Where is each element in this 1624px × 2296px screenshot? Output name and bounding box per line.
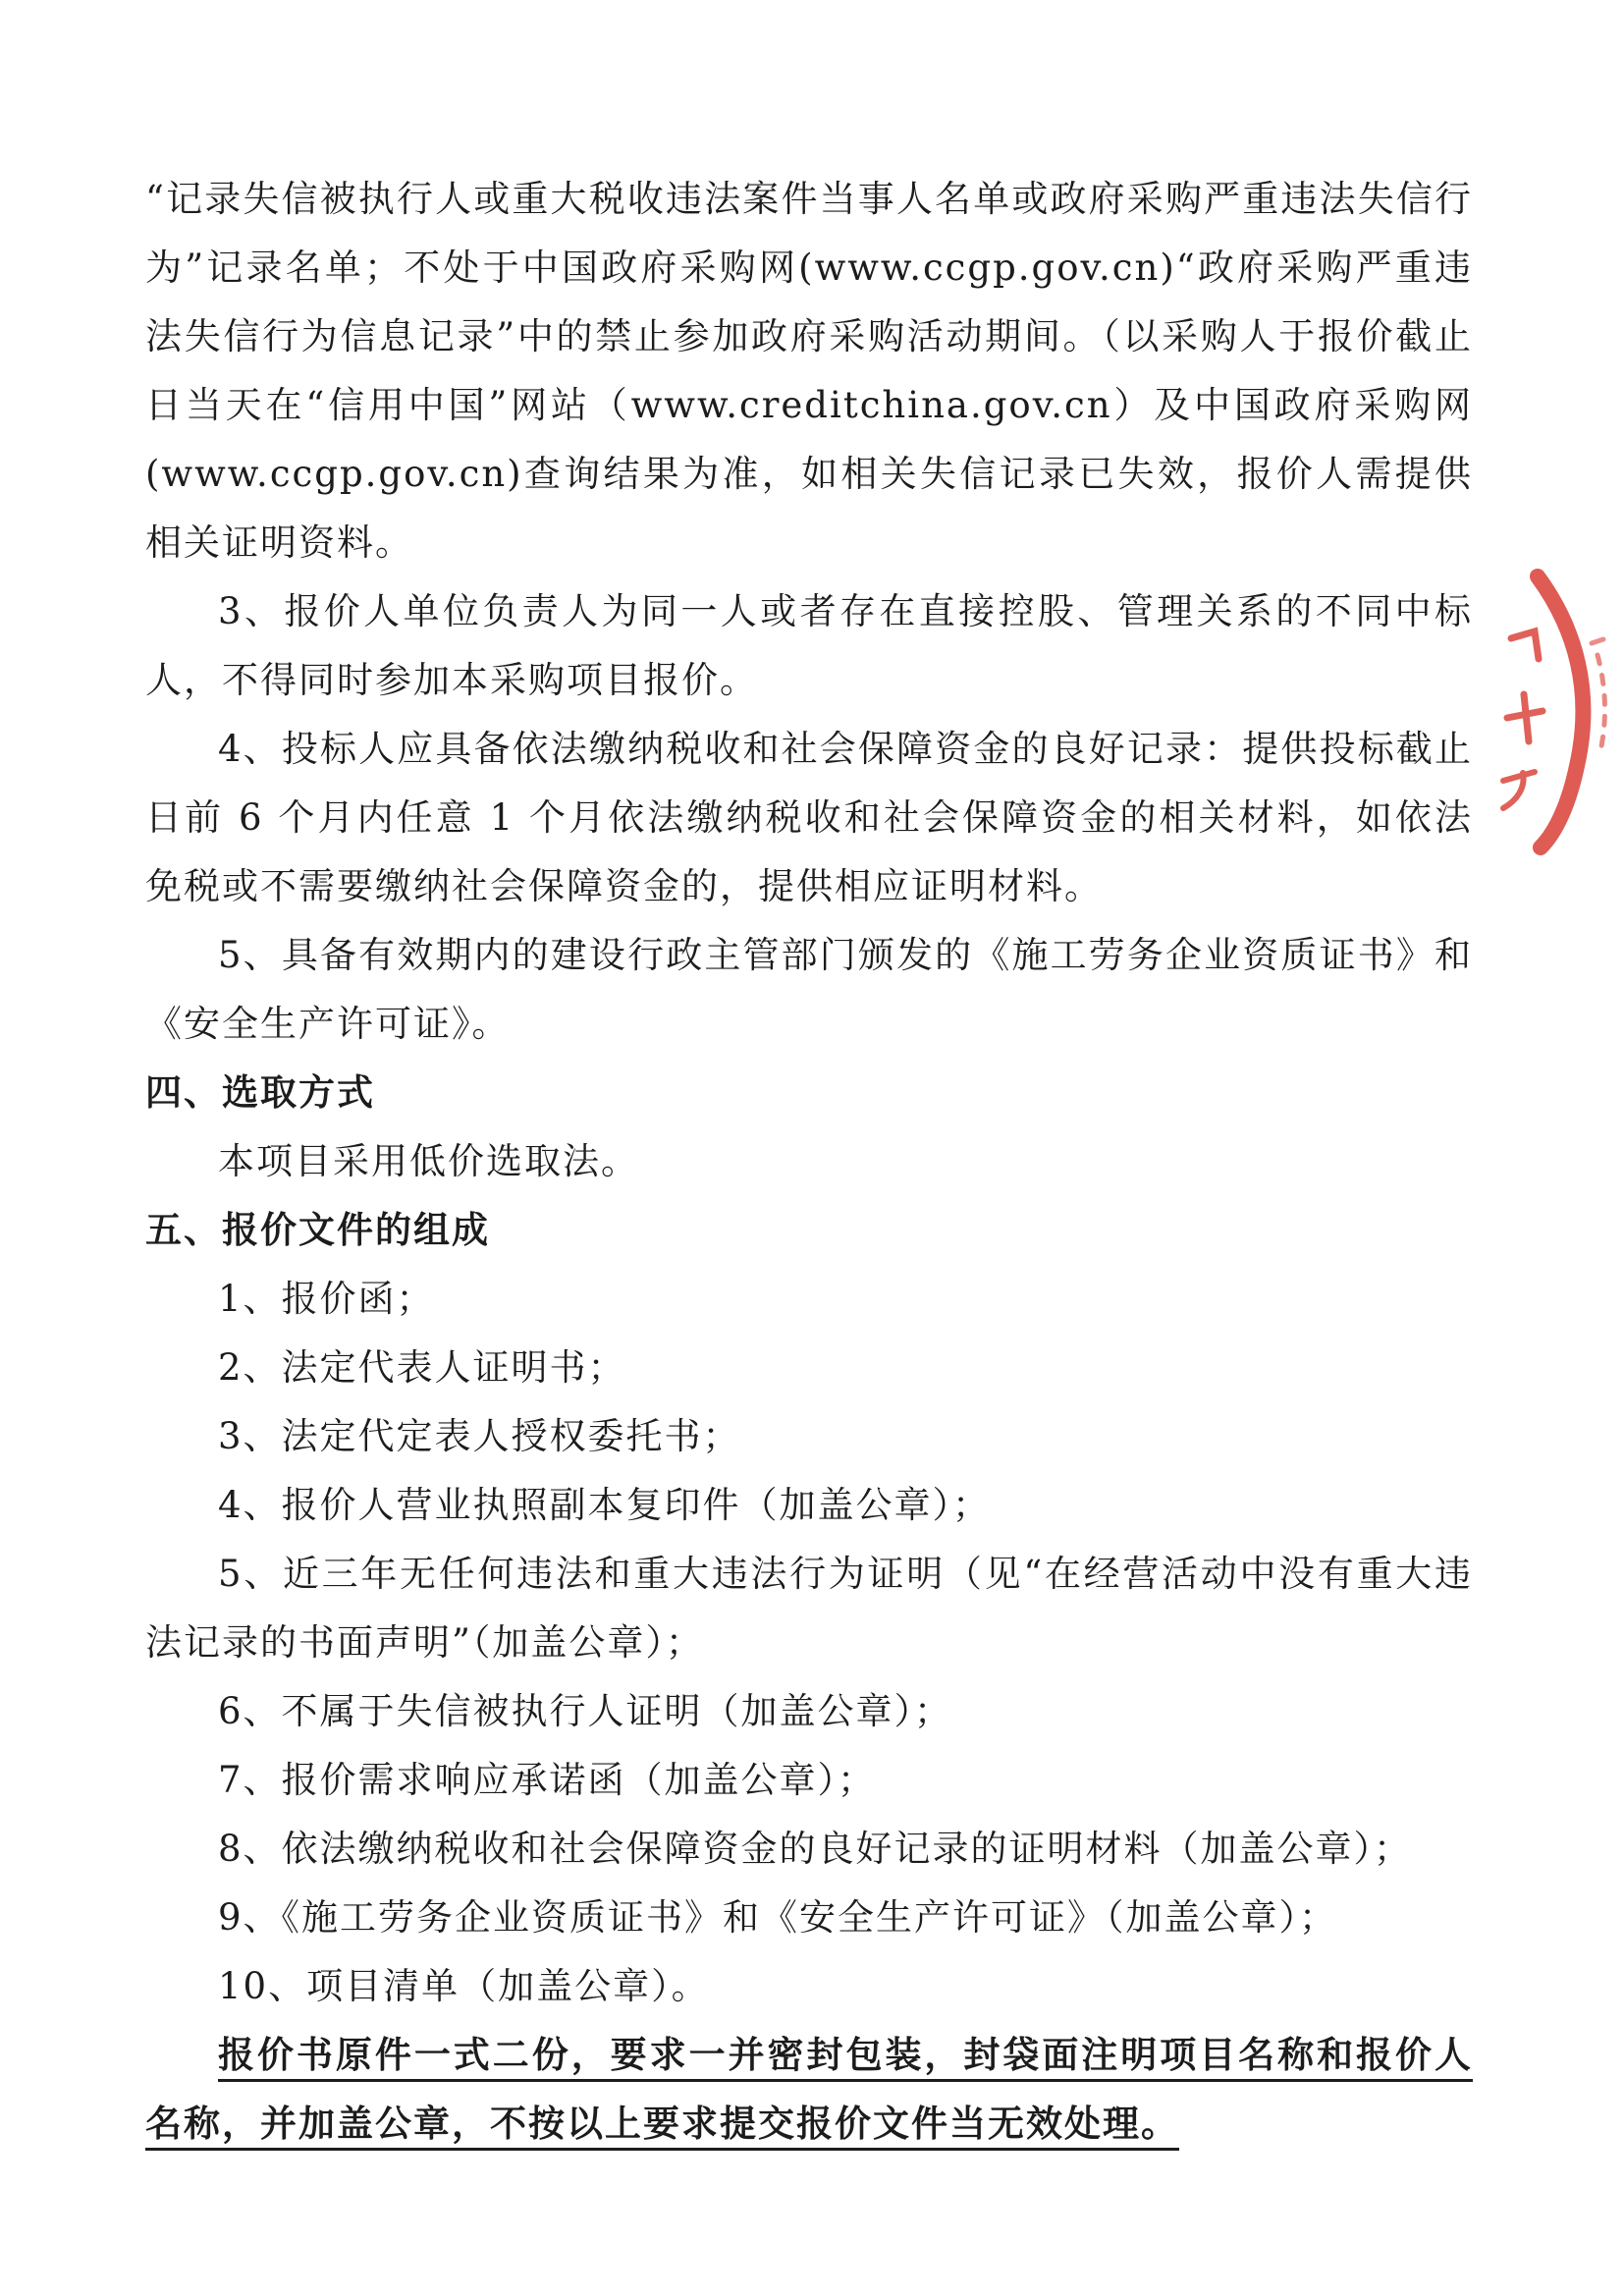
list-item-2: 2、法定代表人证明书； (218, 1346, 626, 1389)
document-body (145, 165, 1473, 2159)
continuation-paragraph: “记录失信被执行人或重大税收违法案件当事人名单或政府采购严重违法失信行为”记录名单；不处于中国政府采购网(www.ccgp.gov.cn)“政府采购严重违法失信行为信息记录”中的禁止参加政府采购活动期间。（以采购人于报价截止日当天在“信用中国”网站（www.creditchina.gov.cn）及中国政府采购网(www.ccgp.gov.cn)查询结果为准，如相关失信记录已失效，报价人需提供相关证明资料。 (145, 178, 1473, 564)
red-seal-stamp-icon (1482, 545, 1624, 874)
list-item-9: 9、《施工劳务企业资质证书》和《安全生产许可证》（加盖公章）； (218, 1896, 1338, 1939)
section-4-heading: 四、选取方式 (145, 1071, 375, 1114)
list-item-4: 4、报价人营业执照副本复印件（加盖公章）； (218, 1484, 992, 1526)
list-item-10: 10、项目清单（加盖公章）。 (218, 1965, 710, 2007)
clause-4: 4、投标人应具备依法缴纳税收和社会保障资金的良好记录：提供投标截止日前 6 个月内任意 1 个月依法缴纳税收和社会保障资金的相关材料，如依法免税或不需要缴纳社会保障资金的，提供相应证明材料。 (145, 728, 1473, 907)
list-item-1: 1、报价函； (218, 1278, 435, 1320)
section-5-heading: 五、报价文件的组成 (145, 1209, 490, 1251)
list-item-7: 7、报价需求响应承诺函（加盖公章）； (218, 1759, 877, 1801)
clause-3: 3、报价人单位负责人为同一人或者存在直接控股、管理关系的不同中标人，不得同时参加本采购项目报价。 (145, 590, 1473, 701)
clause-5: 5、具备有效期内的建设行政主管部门颁发的《施工劳务企业资质证书》和《安全生产许可证》。 (145, 934, 1473, 1045)
list-item-6: 6、不属于失信被执行人证明（加盖公章）； (218, 1690, 953, 1732)
list-item-3: 3、法定代定表人授权委托书； (218, 1415, 741, 1457)
list-item-5: 5、近三年无任何违法和重大违法行为证明（见“在经营活动中没有重大违法记录的书面声明”（加盖公章）； (145, 1553, 1473, 1664)
list-item-8: 8、依法缴纳税收和社会保障资金的良好记录的证明材料（加盖公章）； (218, 1828, 1413, 1870)
sealing-notice: 报价书原件一式二份，要求一并密封包装，封袋面注明项目名称和报价人名称，并加盖公章，不按以上要求提交报价文件当无效处理。 (145, 2034, 1473, 2145)
section-4-body: 本项目采用低价选取法。 (218, 1140, 639, 1182)
